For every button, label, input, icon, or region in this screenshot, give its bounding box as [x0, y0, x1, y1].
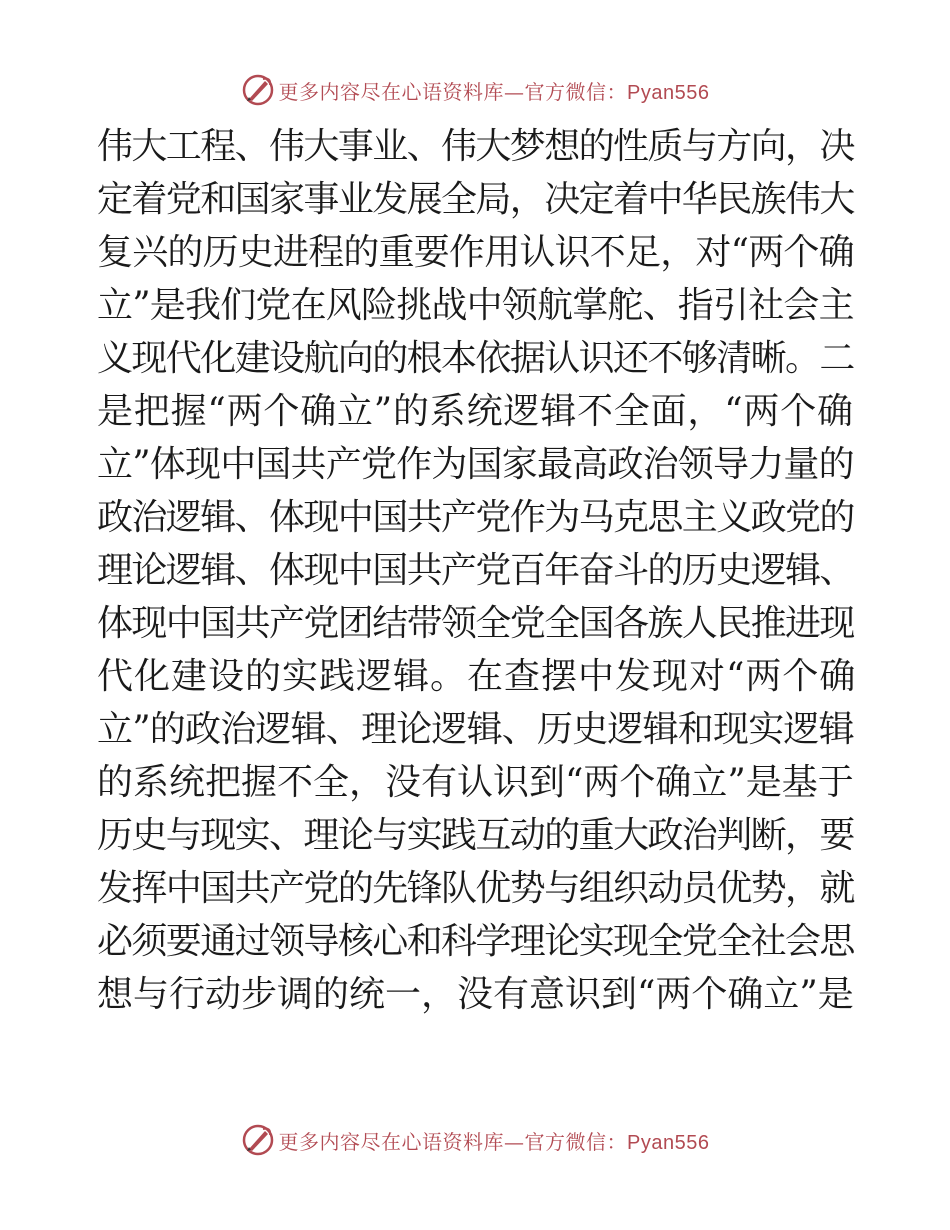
document-body	[97, 120, 857, 1021]
body-text-line: 是把握“两个确立”的系统逻辑不全面，“两个确	[97, 391, 854, 432]
footer-banner-text	[279, 1126, 710, 1155]
body-text-line: 政治逻辑、体现中国共产党作为马克思主义政党的	[97, 497, 854, 538]
body-text-line: 立”的政治逻辑、理论逻辑、历史逻辑和现实逻辑	[97, 709, 854, 750]
header-banner-text	[279, 76, 710, 105]
body-text-line: 立”体现中国共产党作为国家最高政治领导力量的	[97, 444, 854, 485]
header-banner-label: 更多内容尽在心语资料库—官方微信：	[278, 79, 628, 104]
footer-banner-label: 更多内容尽在心语资料库—官方微信：	[278, 1129, 628, 1154]
body-text-line: 理论逻辑、体现中国共产党百年奋斗的历史逻辑、	[97, 550, 854, 591]
header-banner	[0, 70, 950, 110]
body-text-line: 体现中国共产党团结带领全党全国各族人民推进现	[97, 603, 854, 644]
body-text-line: 发挥中国共产党的先锋队优势与组织动员优势，就	[97, 868, 854, 909]
body-text-line: 必须要通过领导核心和科学理论实现全党全社会思	[97, 921, 854, 962]
body-text-line: 想与行动步调的统一，没有意识到“两个确立”是	[97, 974, 854, 1015]
header-wechat-id: Pyan556	[627, 81, 710, 104]
quill-logo-icon	[241, 73, 275, 107]
body-text-line: 伟大工程、伟大事业、伟大梦想的性质与方向，决	[97, 126, 854, 167]
body-text-line: 历史与现实、理论与实践互动的重大政治判断，要	[97, 815, 854, 856]
body-text-line: 代化建设的实践逻辑。在查摆中发现对“两个确	[97, 656, 857, 697]
footer-wechat-id: Pyan556	[627, 1131, 710, 1154]
body-text-line: 立”是我们党在风险挑战中领航掌舵、指引社会主	[97, 285, 854, 326]
body-text-line: 义现代化建设航向的根本依据认识还不够清晰。二	[97, 338, 854, 379]
body-text-line: 复兴的历史进程的重要作用认识不足，对“两个确	[97, 232, 854, 273]
body-text-line: 定着党和国家事业发展全局，决定着中华民族伟大	[97, 179, 854, 220]
footer-banner	[0, 1120, 950, 1160]
body-text-line: 的系统把握不全，没有认识到“两个确立”是基于	[97, 762, 854, 803]
quill-logo-icon	[241, 1123, 275, 1157]
